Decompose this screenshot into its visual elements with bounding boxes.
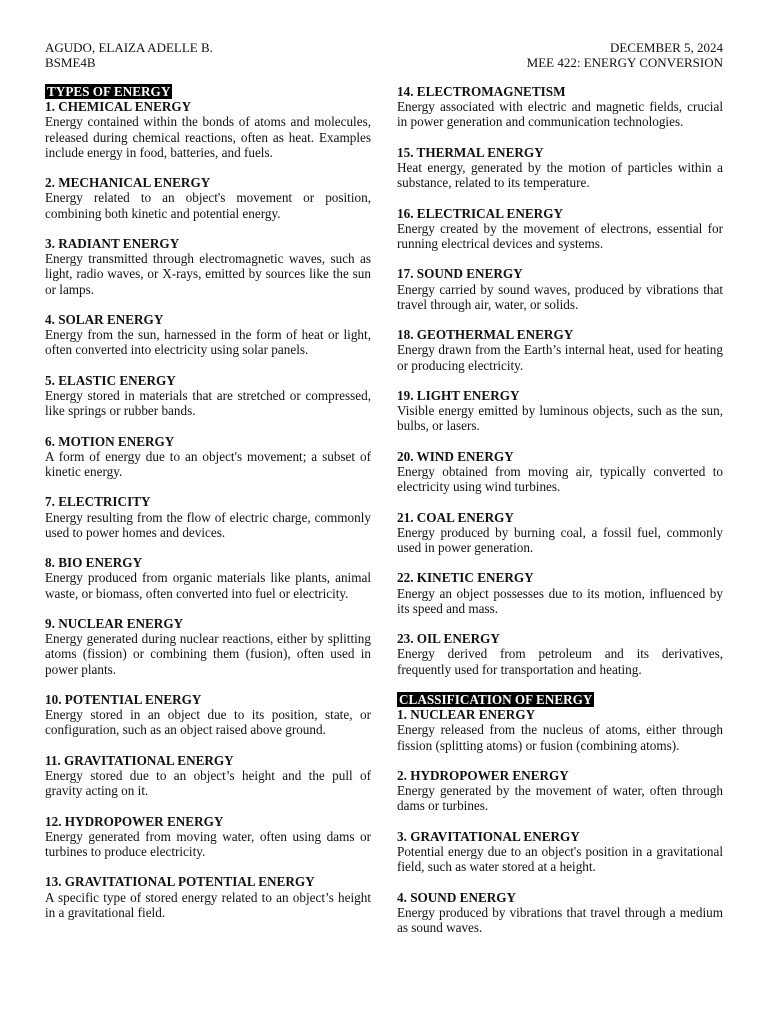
energy-entry bbox=[45, 312, 371, 358]
left-column bbox=[45, 84, 371, 935]
header-left bbox=[45, 40, 213, 70]
classification-entry bbox=[397, 707, 723, 753]
entry-title: 2. HYDROPOWER ENERGY bbox=[397, 767, 569, 783]
entry-title: 15. THERMAL ENERGY bbox=[397, 144, 544, 160]
entry-title: 4. SOUND ENERGY bbox=[397, 889, 517, 905]
energy-entry bbox=[397, 145, 723, 191]
entry-description: Energy associated with electric and magnetic fields, crucial in power generation and communication technologies. bbox=[397, 99, 723, 130]
entry-title: 13. GRAVITATIONAL POTENTIAL ENERGY bbox=[45, 874, 315, 890]
entry-description: Energy created by the movement of electrons, essential for running electrical devices and systems. bbox=[397, 220, 723, 251]
energy-entry bbox=[397, 327, 723, 373]
entry-description: Energy released from the nucleus of atoms, either through fission (splitting atoms) or fusion (combining atoms). bbox=[397, 722, 723, 753]
entry-title: 7. ELECTRICITY bbox=[45, 494, 151, 510]
energy-entry bbox=[45, 874, 371, 920]
entry-description: A form of energy due to an object's movement; a subset of kinetic energy. bbox=[45, 448, 371, 479]
entry-title: 1. NUCLEAR ENERGY bbox=[397, 707, 536, 723]
entry-description: Energy an object possesses due to its motion, influenced by its speed and mass. bbox=[397, 585, 723, 616]
entry-description: Energy generated by the movement of water, often through dams or turbines. bbox=[397, 783, 723, 814]
energy-entry bbox=[45, 99, 371, 160]
energy-entry bbox=[45, 616, 371, 677]
entry-title: 11. GRAVITATIONAL ENERGY bbox=[45, 752, 234, 768]
energy-entry bbox=[45, 692, 371, 738]
entry-title: 17. SOUND ENERGY bbox=[397, 266, 523, 282]
entry-description: Energy stored due to an object’s height and the pull of gravity acting on it. bbox=[45, 767, 371, 799]
entry-title: 8. BIO ENERGY bbox=[45, 555, 143, 571]
energy-entry bbox=[45, 494, 371, 540]
energy-entry bbox=[397, 388, 723, 434]
types-of-energy-heading: TYPES OF ENERGY bbox=[47, 84, 171, 99]
student-section: BSME4B bbox=[45, 55, 96, 70]
energy-entry bbox=[397, 449, 723, 495]
entry-title: 1. CHEMICAL ENERGY bbox=[45, 99, 192, 115]
entry-description: Energy produced by vibrations that travel through a medium as sound waves. bbox=[397, 904, 723, 935]
entry-title: 10. POTENTIAL ENERGY bbox=[45, 691, 202, 707]
energy-entry bbox=[45, 175, 371, 221]
entry-title: 6. MOTION ENERGY bbox=[45, 433, 175, 449]
entry-description: Energy from the sun, harnessed in the form of heat or light, often converted into electricity using solar panels. bbox=[45, 327, 371, 358]
entry-title: 21. COAL ENERGY bbox=[397, 509, 514, 525]
entry-title: 19. LIGHT ENERGY bbox=[397, 387, 520, 403]
entry-title: 16. ELECTRICAL ENERGY bbox=[397, 205, 563, 221]
entry-description: Energy transmitted through electromagnetic waves, such as light, radio waves, or X-rays, emitted by sources like the sun or lamps. bbox=[45, 251, 371, 297]
entry-title: 18. GEOTHERMAL ENERGY bbox=[397, 327, 574, 343]
energy-entry bbox=[397, 206, 723, 252]
entry-description: Energy related to an object's movement or position, combining both kinetic and potential energy. bbox=[45, 190, 371, 221]
entry-title: 9. NUCLEAR ENERGY bbox=[45, 615, 184, 631]
entry-description: Energy generated from moving water, often using dams or turbines to produce electricity. bbox=[45, 828, 371, 859]
document-date: DECEMBER 5, 2024 bbox=[609, 40, 723, 55]
entry-description: Energy stored in materials that are stretched or compressed, like springs or rubber bands. bbox=[45, 388, 371, 419]
entry-description: Energy derived from petroleum and its derivatives, frequently used for transportation and heating. bbox=[397, 646, 723, 677]
entry-description: A specific type of stored energy related to an object’s height in a gravitational field. bbox=[45, 889, 371, 920]
entry-description: Energy stored in an object due to its position, state, or configuration, such as an object raised above ground. bbox=[45, 707, 371, 738]
energy-entry bbox=[45, 434, 371, 480]
energy-entry bbox=[397, 570, 723, 616]
entry-title: 20. WIND ENERGY bbox=[397, 448, 514, 464]
energy-entry bbox=[45, 236, 371, 297]
energy-entry bbox=[45, 814, 371, 860]
entry-title: 2. MECHANICAL ENERGY bbox=[45, 175, 211, 191]
entry-description: Visible energy emitted by luminous objects, such as the sun, bulbs, or lasers. bbox=[397, 403, 723, 434]
classification-entry bbox=[397, 890, 723, 936]
entry-description: Energy obtained from moving air, typically converted to electricity using wind turbines. bbox=[397, 463, 723, 495]
energy-entry bbox=[397, 510, 723, 556]
entry-title: 14. ELECTROMAGNETISM bbox=[397, 84, 566, 99]
header-right bbox=[527, 40, 723, 70]
entry-description: Energy contained within the bonds of atoms and molecules, released during chemical reactions, often as heat. Examples include energy in food, batteries, and fuels. bbox=[45, 114, 371, 160]
student-name: AGUDO, ELAIZA ADELLE B. bbox=[45, 40, 213, 55]
entry-description: Energy produced from organic materials like plants, animal waste, or biomass, often converted into fuel or electricity. bbox=[45, 570, 371, 601]
entry-description: Energy carried by sound waves, produced by vibrations that travel through air, water, or solids. bbox=[397, 281, 723, 312]
classification-entry bbox=[397, 768, 723, 814]
entry-description: Potential energy due to an object's position in a gravitational field, such as water stored at a height. bbox=[397, 843, 723, 875]
entry-description: Energy resulting from the flow of electric charge, commonly used to power homes and devices. bbox=[45, 509, 371, 540]
entry-description: Energy generated during nuclear reactions, either by splitting atoms (fission) or combining them (fusion), often used in power plants. bbox=[45, 631, 371, 677]
entry-title: 3. RADIANT ENERGY bbox=[45, 236, 180, 251]
entry-title: 12. HYDROPOWER ENERGY bbox=[45, 813, 224, 829]
entry-title: 3. GRAVITATIONAL ENERGY bbox=[397, 828, 580, 844]
energy-entry bbox=[45, 373, 371, 419]
energy-entry bbox=[45, 753, 371, 799]
right-column bbox=[397, 84, 723, 950]
classification-heading: CLASSIFICATION OF ENERGY bbox=[399, 691, 593, 707]
energy-entry bbox=[397, 631, 723, 677]
classification-entry bbox=[397, 829, 723, 875]
entry-title: 5. ELASTIC ENERGY bbox=[45, 372, 176, 388]
entry-description: Energy produced by burning coal, a fossil fuel, commonly used in power generation. bbox=[397, 524, 723, 555]
entry-title: 22. KINETIC ENERGY bbox=[397, 570, 534, 586]
entry-title: 4. SOLAR ENERGY bbox=[45, 312, 164, 327]
entry-title: 23. OIL ENERGY bbox=[397, 631, 500, 647]
entry-description: Heat energy, generated by the motion of particles within a substance, related to its temperature. bbox=[397, 160, 723, 191]
entry-description: Energy drawn from the Earth’s internal heat, used for heating or producing electricity. bbox=[397, 342, 723, 373]
energy-entry bbox=[397, 84, 723, 130]
course-code: MEE 422: ENERGY CONVERSION bbox=[526, 55, 723, 70]
energy-entry bbox=[397, 266, 723, 312]
energy-entry bbox=[45, 555, 371, 601]
